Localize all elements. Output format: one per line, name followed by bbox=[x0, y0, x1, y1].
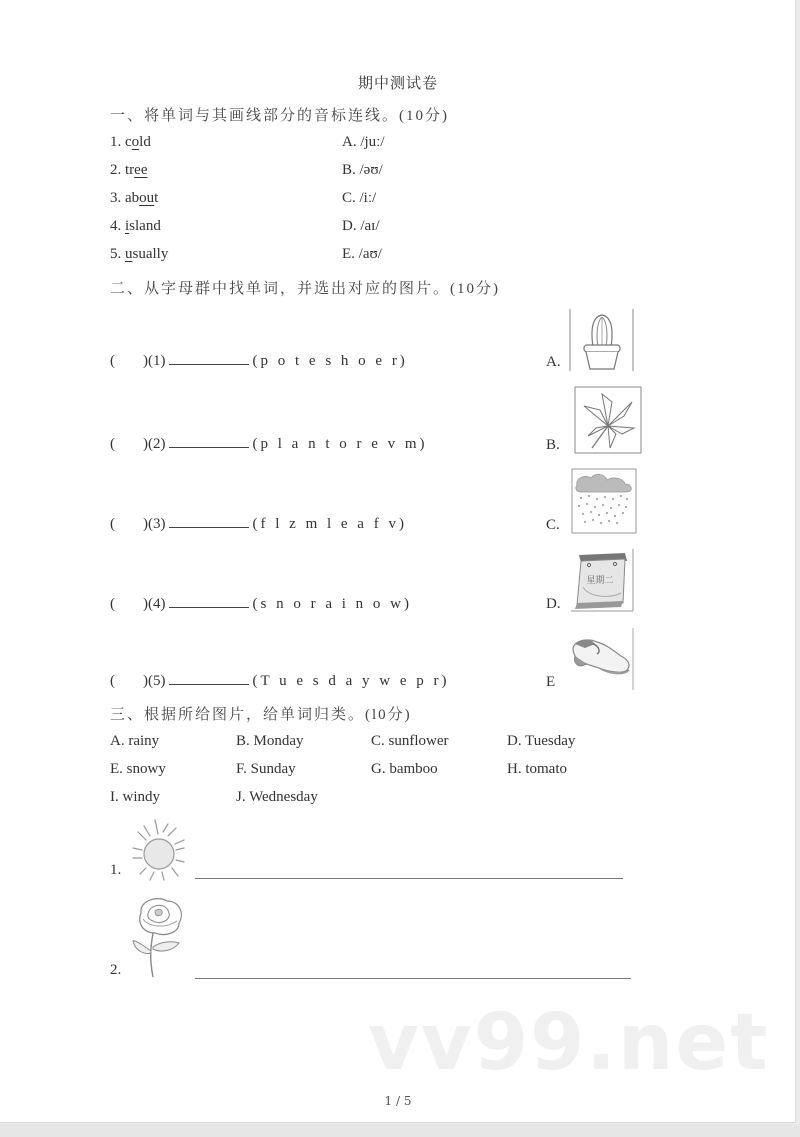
question-number: (4) bbox=[148, 596, 166, 612]
word-number: 5. bbox=[110, 246, 122, 262]
word-underlined-part: ee bbox=[134, 162, 148, 178]
word-text: t bbox=[154, 190, 159, 206]
page-indicator: 1 / 5 bbox=[384, 1094, 412, 1108]
question-number: (5) bbox=[148, 673, 166, 689]
word-item-1 bbox=[110, 134, 151, 151]
word-option-g: G. bamboo bbox=[371, 761, 438, 777]
sun-icon bbox=[130, 818, 186, 882]
word-underlined-part: u bbox=[125, 246, 133, 262]
word-item-2 bbox=[110, 162, 148, 179]
question-number: (1) bbox=[148, 353, 166, 369]
word-option-b: B. Monday bbox=[236, 733, 304, 749]
answer-paren-close: ) bbox=[143, 516, 148, 532]
answer-paren-open: ( bbox=[110, 673, 115, 689]
question-row-3 bbox=[110, 516, 407, 533]
letter-group: (T u e s d a y w e p r) bbox=[252, 673, 450, 689]
answer-paren-close: ) bbox=[143, 436, 148, 452]
question-number-1: 1. bbox=[110, 862, 122, 878]
word-option-c: C. sunflower bbox=[371, 733, 449, 749]
word-option-d: D. Tuesday bbox=[507, 733, 576, 749]
word-item-3 bbox=[110, 190, 158, 207]
letter-group: (f l z m l e a f v) bbox=[252, 516, 407, 532]
page-title: 期中测试卷 bbox=[357, 76, 438, 92]
word-blank[interactable] bbox=[169, 516, 249, 528]
question-number: (3) bbox=[148, 516, 166, 532]
picture-label-e: E bbox=[546, 674, 556, 690]
word-text: sland bbox=[129, 218, 161, 234]
section-2-heading: 二、从字母群中找单词，并选出对应的图片。(10分) bbox=[110, 281, 500, 297]
word-number: 2. bbox=[110, 162, 122, 178]
word-blank[interactable] bbox=[169, 596, 249, 608]
answer-paren-open: ( bbox=[110, 353, 115, 369]
shoe-icon bbox=[569, 626, 635, 692]
word-text: tr bbox=[125, 162, 135, 178]
word-number: 3. bbox=[110, 190, 122, 206]
phonetic-option-d: D. /aɪ/ bbox=[342, 218, 380, 234]
question-number-2: 2. bbox=[110, 962, 122, 978]
word-text: ab bbox=[125, 190, 140, 206]
answer-line-1[interactable] bbox=[195, 878, 623, 879]
word-number: 1. bbox=[110, 134, 122, 150]
phonetic-option-b: B. /əʊ/ bbox=[342, 162, 383, 178]
word-underlined-part: ou bbox=[139, 190, 155, 206]
word-blank[interactable] bbox=[169, 436, 249, 448]
word-underlined-part: o bbox=[131, 134, 140, 150]
phonetic-option-e: E. /aʊ/ bbox=[342, 246, 382, 262]
rose-flower-icon bbox=[129, 893, 187, 981]
word-underlined-part: i bbox=[125, 218, 130, 234]
word-text: sually bbox=[132, 246, 169, 262]
svg-text:星期二: 星期二 bbox=[586, 576, 614, 586]
word-option-a: A. rainy bbox=[110, 733, 160, 749]
answer-paren-open: ( bbox=[110, 516, 115, 532]
word-option-j: J. Wednesday bbox=[236, 789, 318, 805]
leaf-icon bbox=[574, 386, 642, 454]
answer-paren-open: ( bbox=[110, 596, 115, 612]
question-row-2 bbox=[110, 436, 428, 453]
letter-group: (s n o r a i n o w) bbox=[252, 596, 412, 612]
answer-paren-close: ) bbox=[143, 353, 148, 369]
question-row-4 bbox=[110, 596, 412, 613]
picture-label-d: D. bbox=[546, 596, 561, 612]
word-option-h: H. tomato bbox=[507, 761, 567, 777]
word-number: 4. bbox=[110, 218, 122, 234]
question-row-5 bbox=[110, 673, 450, 690]
word-item-5 bbox=[110, 246, 168, 263]
calendar-icon bbox=[569, 547, 635, 613]
potted-cactus-icon bbox=[569, 307, 635, 373]
word-option-f: F. Sunday bbox=[236, 761, 296, 777]
word-text: ld bbox=[139, 134, 151, 150]
phonetic-option-a: A. /juː/ bbox=[342, 134, 385, 150]
word-option-e: E. snowy bbox=[110, 761, 166, 777]
word-blank[interactable] bbox=[169, 353, 249, 365]
word-option-i: I. windy bbox=[110, 789, 160, 805]
word-text: c bbox=[125, 134, 132, 150]
viewer-bottom-strip bbox=[0, 1124, 800, 1137]
word-item-4 bbox=[110, 218, 161, 235]
picture-label-c: C. bbox=[546, 517, 560, 533]
section-1-heading: 一、将单词与其画线部分的音标连线。(10分) bbox=[110, 108, 449, 124]
letter-group: (p l a n t o r e v m) bbox=[252, 436, 428, 452]
question-number: (2) bbox=[148, 436, 166, 452]
answer-paren-open: ( bbox=[110, 436, 115, 452]
answer-line-2[interactable] bbox=[195, 978, 631, 979]
watermark: vv99.net bbox=[368, 998, 770, 1088]
picture-label-a: A. bbox=[546, 354, 561, 370]
section-3-heading: 三、根据所给图片，给单词归类。(l0分) bbox=[110, 707, 412, 723]
answer-paren-close: ) bbox=[143, 673, 148, 689]
phonetic-option-c: C. /iː/ bbox=[342, 190, 377, 206]
question-row-1 bbox=[110, 353, 408, 370]
picture-label-b: B. bbox=[546, 437, 560, 453]
snow-cloud-icon bbox=[571, 468, 637, 534]
letter-group: (p o t e s h o e r) bbox=[252, 353, 408, 369]
answer-paren-close: ) bbox=[143, 596, 148, 612]
word-blank[interactable] bbox=[169, 673, 249, 685]
